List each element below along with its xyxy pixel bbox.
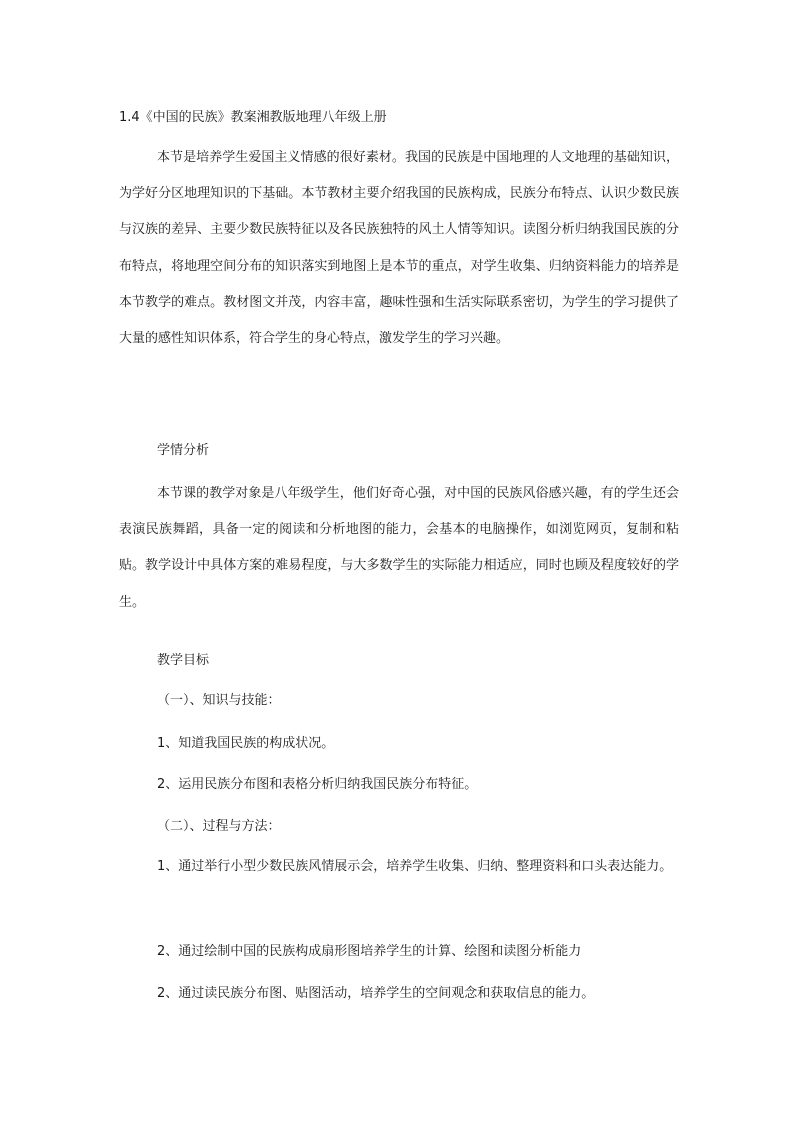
- list-item-process-3: 2、通过读民族分布图、贴图活动，培养学生的空间观念和获取信息的能力。: [157, 986, 595, 1001]
- subheading-process-methods: （二）、过程与方法：: [157, 819, 281, 834]
- list-item-process-1: 1、通过举行小型少数民族风情展示会，培养学生收集、归纳、整理资料和口头表达能力。: [157, 859, 673, 874]
- intro-paragraph: 本节是培养学生爱国主义情感的很好素材。我国的民族是中国地理的人文地理的基础知识，为学好分区地理知识的下基础。本节教材主要介绍我国的民族构成，民族分布特点、认识少数民族与汉族的差异、主要少数民族特征以及各民族独特的风土人情等知识。读图分析归纳我国民族的分布特点，将地理空间分布的知识落实到地图上是本节的重点，对学生收集、归纳资料能力的培养是本节教学的难点。教材图文并茂，内容丰富，趣味性强和生活实际联系密切，为学生的学习提供了大量的感性知识体系，符合学生的身心特点，激发学生的学习兴趣。: [119, 150, 679, 347]
- list-item-knowledge-2: 2、运用民族分布图和表格分析归纳我国民族分布特征。: [157, 777, 478, 792]
- document-title: 1.4《中国的民族》教案湘教版地理八年级上册: [119, 110, 387, 125]
- section-heading-goals: 教学目标: [157, 653, 210, 668]
- section-heading-analysis: 学情分析: [157, 443, 210, 458]
- list-item-knowledge-1: 1、知道我国民族的构成状况。: [157, 736, 335, 751]
- list-item-process-2: 2、通过绘制中国的民族构成扇形图培养学生的计算、绘图和读图分析能力: [157, 944, 582, 959]
- analysis-paragraph: 本节课的教学对象是八年级学生，他们好奇心强，对中国的民族风俗感兴趣，有的学生还会表演民族舞蹈，具备一定的阅读和分析地图的能力，会基本的电脑操作，如浏览网页，复制和粘贴。教学设计中具体方案的难易程度，与大多数学生的实际能力相适应，同时也顾及程度较好的学生。: [119, 486, 679, 610]
- subheading-knowledge-skills: （一）、知识与技能：: [157, 693, 281, 708]
